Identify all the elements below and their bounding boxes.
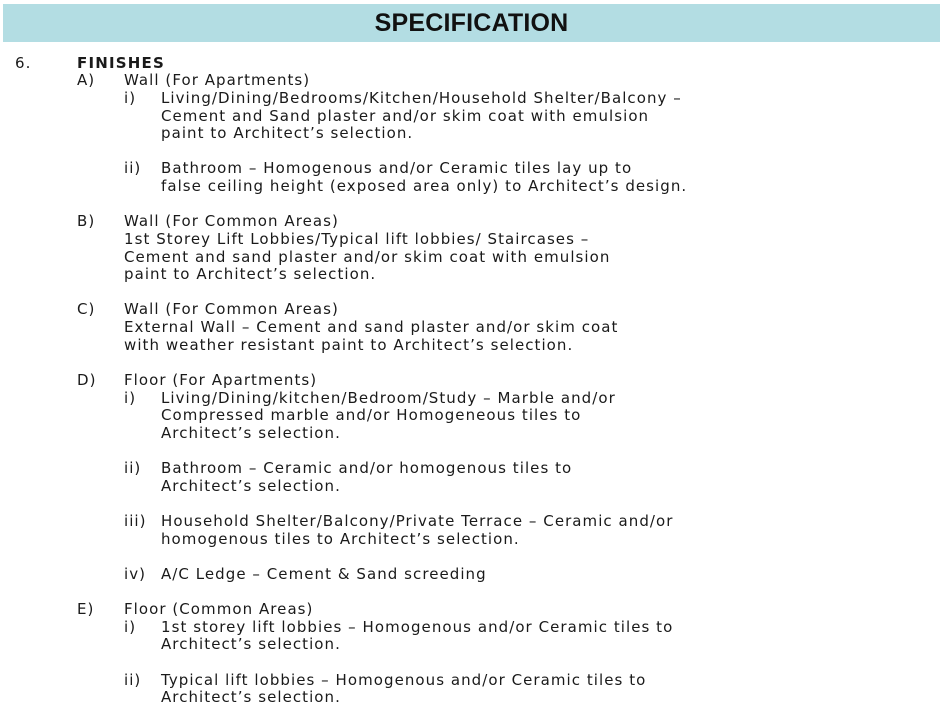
item-c-line-1: External Wall – Cement and sand plaster and/or skim coat: [124, 318, 619, 336]
item-e-i-line-2: Architect’s selection.: [161, 635, 341, 653]
item-a-ii-marker: ii): [124, 159, 142, 177]
item-a-ii-line-2: false ceiling height (exposed area only) to Architect’s design.: [161, 177, 688, 195]
page-title: SPECIFICATION: [374, 8, 569, 37]
item-d-iv-line-1: A/C Ledge – Cement & Sand screeding: [161, 565, 487, 583]
item-d-marker: D): [77, 371, 97, 389]
item-a-heading: Wall (For Apartments): [124, 71, 311, 89]
item-a-i-line-1: Living/Dining/Bedrooms/Kitchen/Household Shelter/Balcony –: [161, 89, 682, 107]
item-b-line-3: paint to Architect’s selection.: [124, 265, 377, 283]
item-e-ii-marker: ii): [124, 671, 142, 689]
item-c-marker: C): [77, 300, 96, 318]
item-d-iii-line-1: Household Shelter/Balcony/Private Terrace – Ceramic and/or: [161, 512, 674, 530]
item-d-i-line-2: Compressed marble and/or Homogeneous tiles to: [161, 406, 582, 424]
item-d-ii-marker: ii): [124, 459, 142, 477]
item-a-i-line-3: paint to Architect’s selection.: [161, 124, 414, 142]
item-e-ii-line-1: Typical lift lobbies – Homogenous and/or Ceramic tiles to: [161, 671, 647, 689]
item-a-i-line-2: Cement and Sand plaster and/or skim coat with emulsion: [161, 107, 650, 125]
item-e-marker: E): [77, 600, 95, 618]
item-d-i-marker: i): [124, 389, 137, 407]
item-b-line-2: Cement and sand plaster and/or skim coat with emulsion: [124, 248, 611, 266]
section-title: FINISHES: [77, 54, 165, 72]
item-d-i-line-1: Living/Dining/kitchen/Bedroom/Study – Marble and/or: [161, 389, 616, 407]
item-a-i-marker: i): [124, 89, 137, 107]
item-d-iii-line-2: homogenous tiles to Architect’s selection.: [161, 530, 520, 548]
item-c-line-2: with weather resistant paint to Architect’s selection.: [124, 336, 574, 354]
section-number: 6.: [15, 54, 32, 72]
item-a-marker: A): [77, 71, 96, 89]
item-e-i-line-1: 1st storey lift lobbies – Homogenous and/or Ceramic tiles to: [161, 618, 674, 636]
item-c-heading: Wall (For Common Areas): [124, 300, 339, 318]
item-a-ii-line-1: Bathroom – Homogenous and/or Ceramic tiles lay up to: [161, 159, 633, 177]
item-d-iv-marker: iv): [124, 565, 147, 583]
item-d-ii-line-1: Bathroom – Ceramic and/or homogenous tiles to: [161, 459, 573, 477]
item-b-marker: B): [77, 212, 96, 230]
item-d-ii-line-2: Architect’s selection.: [161, 477, 341, 495]
item-d-heading: Floor (For Apartments): [124, 371, 318, 389]
item-e-heading: Floor (Common Areas): [124, 600, 314, 618]
item-b-heading: Wall (For Common Areas): [124, 212, 339, 230]
item-b-line-1: 1st Storey Lift Lobbies/Typical lift lobbies/ Staircases –: [124, 230, 590, 248]
item-e-i-marker: i): [124, 618, 137, 636]
item-d-i-line-3: Architect’s selection.: [161, 424, 341, 442]
item-e-ii-line-2: Architect’s selection.: [161, 688, 341, 706]
item-d-iii-marker: iii): [124, 512, 147, 530]
